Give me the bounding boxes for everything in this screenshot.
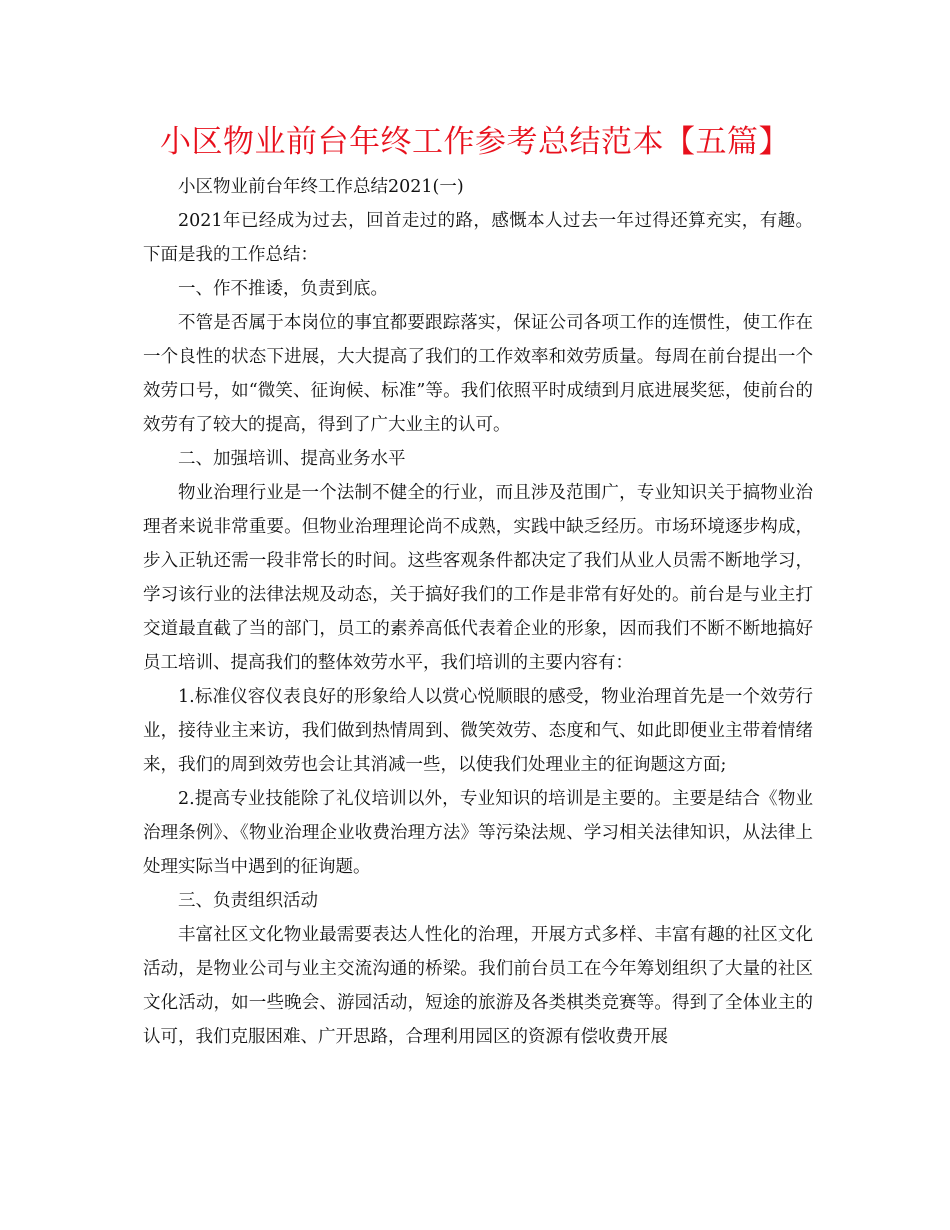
intro-paragraph: 2021年已经成为过去，回首走过的路，感慨本人过去一年过得还算充实，有趣。下面是我的工作总结： [143, 211, 813, 265]
body-paragraph: 丰富社区文化物业最需要表达人性化的治理，开展方式多样、丰富有趣的社区文化活动，是物业公司与业主交流沟通的桥梁。我们前台员工在今年筹划组织了大量的社区文化活动，如一些晚会、游园活动，短途的旅游及各类棋类竞赛等。得到了全体业主的认可，我们克服困难、广开思路，合理利用园区的资源有偿收费开展 [143, 925, 813, 1047]
body-paragraph: 不管是否属于本岗位的事宜都要跟踪落实，保证公司各项工作的连惯性，使工作在一个良性的状态下进展，大大提高了我们的工作效率和效劳质量。每周在前台提出一个效劳口号，如“微笑、征询候、标准”等。我们依照平时成绩到月底进展奖惩，使前台的效劳有了较大的提高，得到了广大业主的认可。 [143, 313, 813, 435]
list-item-2: 2.提高专业技能除了礼仪培训以外，专业知识的培训是主要的。主要是结合《物业治理条例》、《物业治理企业收费治理方法》等污染法规、学习相关法律知识，从法律上处理实际当中遇到的征询题。 [143, 789, 813, 877]
document-body [143, 170, 813, 1054]
subtitle-paragraph: 小区物业前台年终工作总结2021(一) [178, 177, 464, 197]
document-title: 小区物业前台年终工作参考总结范本【五篇】 [160, 124, 790, 160]
body-paragraph: 物业治理行业是一个法制不健全的行业，而且涉及范围广，专业知识关于搞物业治理者来说非常重要。但物业治理理论尚不成熟，实践中缺乏经历。市场环境逐步构成，步入正轨还需一段非常长的时间。这些客观条件都决定了我们从业人员需不断地学习，学习该行业的法律法规及动态，关于搞好我们的工作是非常有好处的。前台是与业主打交道最直截了当的部门，员工的素养高低代表着企业的形象，因而我们不断不断地搞好员工培训、提高我们的整体效劳水平，我们培训的主要内容有： [143, 483, 813, 673]
section-heading-1: 一、作不推诿，负责到底。 [178, 279, 388, 299]
section-heading-2: 二、加强培训、提高业务水平 [178, 449, 406, 469]
list-item-1: 1.标准仪容仪表良好的形象给人以赏心悦顺眼的感受，物业治理首先是一个效劳行业，接待业主来访，我们做到热情周到、微笑效劳、态度和气、如此即便业主带着情绪来，我们的周到效劳也会让其消减一些，以使我们处理业主的征询题这方面; [143, 687, 813, 775]
section-heading-3: 三、负责组织活动 [178, 891, 318, 911]
